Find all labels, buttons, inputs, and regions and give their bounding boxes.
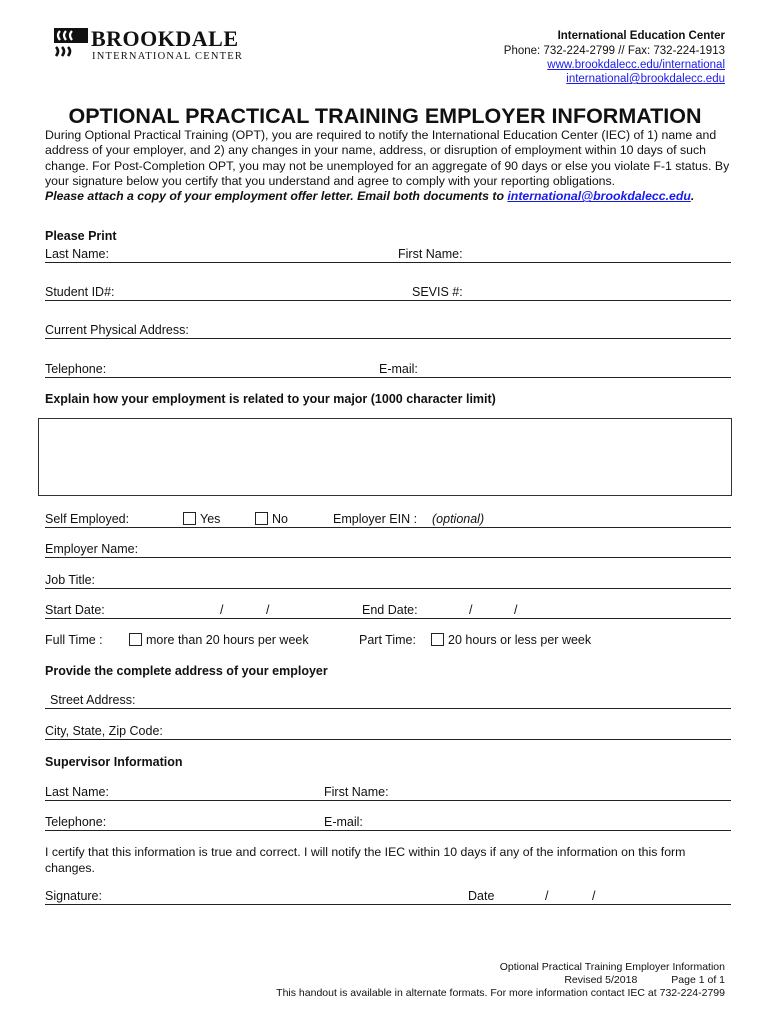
intro-text: During Optional Practical Training (OPT), you are required to notify the International Education Center (IEC) of 1) name and address of your employer, and 2) any changes in your name, address, or disruption of employment within 10 days of such change. For Post-Completion OPT, you may not be unemployed for an aggregate of 90 days or else you violate F-1 status. By your signature below you certify that you understand and agree to comply with your reporting obligations. (45, 128, 730, 188)
website-link[interactable]: www.brookdalecc.edu/international (547, 59, 725, 71)
explain-heading: Explain how your employment is related to your major (1000 character limit) (45, 392, 496, 406)
self-employed-yes-checkbox[interactable] (183, 512, 196, 525)
last-first-name-field[interactable] (45, 262, 731, 263)
footer-alternate-formats: This handout is available in alternate formats. For more information contact IEC at 732-224-2799 (276, 987, 725, 999)
signature-label: Signature: (45, 889, 102, 903)
end-date-slash-1: / (469, 603, 473, 617)
first-name-label: First Name: (398, 247, 463, 261)
ein-optional-note: (optional) (432, 512, 485, 526)
street-address-field[interactable] (45, 708, 731, 709)
explain-textarea[interactable] (38, 418, 732, 496)
footer-form-name: Optional Practical Training Employer Information (499, 961, 725, 973)
date-slash-2: / (592, 889, 596, 903)
supervisor-name-field[interactable] (45, 800, 731, 801)
supervisor-heading: Supervisor Information (45, 755, 183, 769)
page-title: OPTIONAL PRACTICAL TRAINING EMPLOYER INFORMATION (68, 104, 702, 128)
supervisor-contact-field[interactable] (45, 830, 731, 831)
telephone-email-field[interactable] (45, 377, 731, 378)
student-id-label: Student ID#: (45, 285, 115, 299)
attach-instruction: Please attach a copy of your employment offer letter (45, 189, 351, 204)
address-label: Current Physical Address: (45, 323, 189, 337)
part-time-checkbox[interactable] (431, 633, 444, 646)
job-title-label: Job Title: (45, 573, 96, 587)
org-name: International Education Center (557, 30, 725, 42)
footer-revised (564, 974, 725, 987)
attach-end: . (690, 189, 695, 204)
attach-email-link[interactable]: international@brookdalecc.edu (507, 189, 691, 204)
self-employed-no-checkbox[interactable] (255, 512, 268, 525)
brookdale-logo-icon (54, 28, 88, 60)
end-date-slash-2: / (514, 603, 518, 617)
address-field[interactable] (45, 338, 731, 339)
part-time-label: Part Time: (359, 633, 416, 647)
yes-label: Yes (200, 512, 221, 526)
employer-name-label: Employer Name: (45, 542, 139, 556)
full-time-checkbox[interactable] (129, 633, 142, 646)
supervisor-telephone-label: Telephone: (45, 815, 107, 829)
full-time-option-label: more than 20 hours per week (146, 633, 309, 647)
logo-name: BROOKDALE (91, 26, 239, 51)
start-date-slash-1: / (220, 603, 224, 617)
employer-address-heading: Provide the complete address of your employer (45, 664, 328, 678)
job-title-field[interactable] (45, 588, 731, 589)
full-time-label: Full Time : (45, 633, 103, 647)
ein-label: Employer EIN : (333, 512, 418, 526)
footer-revised-date: Revised 5/2018 (564, 974, 638, 986)
dates-field[interactable] (45, 618, 731, 619)
intro-paragraph (45, 128, 735, 204)
city-state-zip-field[interactable] (45, 739, 731, 740)
supervisor-email-label: E-mail: (324, 815, 363, 829)
part-time-option-label: 20 hours or less per week (448, 633, 592, 647)
self-employed-label: Self Employed: (45, 512, 130, 526)
email-label: E-mail: (379, 362, 418, 376)
footer-page-number: Page 1 of 1 (671, 974, 725, 986)
employer-name-field[interactable] (45, 557, 731, 558)
student-id-sevis-field[interactable] (45, 300, 731, 301)
telephone-label: Telephone: (45, 362, 107, 376)
phone-fax: Phone: 732-224-2799 // Fax: 732-224-1913 (503, 45, 725, 57)
date-slash-1: / (545, 889, 549, 903)
ein-field[interactable] (45, 527, 731, 528)
sevis-label: SEVIS #: (412, 285, 463, 299)
certify-text: I certify that this information is true and correct. I will notify the IEC within 10 days if any of the information on this form changes. (45, 845, 686, 875)
start-date-slash-2: / (266, 603, 270, 617)
date-label: Date (468, 889, 495, 903)
last-name-label: Last Name: (45, 247, 109, 261)
end-date-label: End Date: (362, 603, 418, 617)
city-state-zip-label: City, State, Zip Code: (45, 724, 163, 738)
signature-field[interactable] (45, 904, 731, 905)
attach-instruction-email: . Email both documents to (350, 189, 508, 204)
street-address-label: Street Address: (50, 693, 136, 707)
no-label: No (272, 512, 288, 526)
start-date-label: Start Date: (45, 603, 105, 617)
logo-subtitle: INTERNATIONAL CENTER (92, 51, 244, 62)
email-link[interactable]: international@brookdalecc.edu (566, 73, 725, 85)
supervisor-last-name-label: Last Name: (45, 785, 109, 799)
supervisor-first-name-label: First Name: (324, 785, 389, 799)
please-print-heading: Please Print (45, 229, 117, 243)
